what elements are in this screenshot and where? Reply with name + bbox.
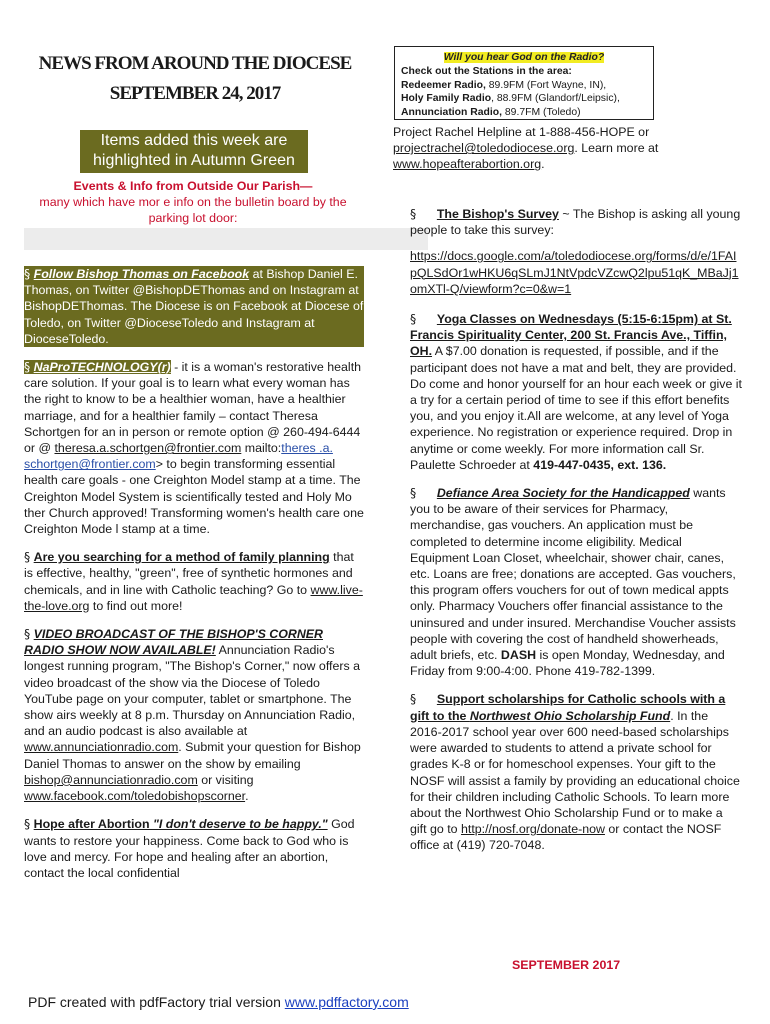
yoga-title: Yoga Classes on Wednesdays (5:15-6:15pm) at St. Francis Spirituality Center, 200 St. Francis Ave., Tiffin, OH. bbox=[410, 312, 732, 359]
hope-after-abortion-item: § Hope after Abortion "I don't deserve to be happy." God wants to restore your happiness. Come back to God who is love and mercy. For hope and healing after an abortion, contact the local confidential bbox=[24, 816, 355, 880]
video-broadcast-title: VIDEO BROADCAST OF THE BISHOP'S CORNER RADIO SHOW NOW AVAILABLE! bbox=[24, 627, 323, 658]
hope-after-abortion-link[interactable]: www.hopeafterabortion.org bbox=[393, 157, 542, 172]
hope-after-abortion-title-a: Hope after Abortion bbox=[33, 817, 153, 832]
facebook-title: Follow Bishop Thomas on Facebook bbox=[33, 267, 250, 281]
defiance-item: § Defiance Area Society for the Handicapped wants you to be aware of their services for Pharmacy, merchandise, gas vouchers. An application must be completed to determine income eligibility. Medical Equipment Loan Closet, wheelchair, shower chair, canes, etc. Loans are free; donations are accepted. Gas vouchers, this program offers vouchers for out of town medical appts only. Pharmacy Vouchers offer financial assistance to the uninsured and under insured. Merchandise Voucher assists people with covering the cost of handheld showerheads, adult briefs, etc. DASH is open Monday, Wednesday, and Friday from 9:00-4:00. Phone 419-782-1399. bbox=[410, 485, 736, 679]
family-planning-title: Are you searching for a method of family planning bbox=[33, 550, 330, 565]
napro-title: NaProTECHNOLOGY(r) bbox=[33, 360, 171, 375]
live-the-love-link[interactable]: www.live-the-love.org bbox=[24, 582, 363, 613]
annunciation-radio-link[interactable]: www.annunciationradio.com bbox=[24, 740, 179, 755]
survey-link[interactable]: https://docs.google.com/a/toledodiocese.org/forms/d/e/1FAIpQLSdOr1wHKU6qSLmJ1NtVpdcVZcwQ2lpu51qK_MBaJj1omXTl-Q/viewform?c=0&w=1 bbox=[410, 249, 739, 296]
page-title: NEWS FROM AROUND THE DIOCESE SEPTEMBER 24, 2017 bbox=[38, 53, 352, 104]
bishop-email-link[interactable]: bishop@annunciationradio.com bbox=[24, 772, 198, 787]
video-broadcast-item: § VIDEO BROADCAST OF THE BISHOP'S CORNER RADIO SHOW NOW AVAILABLE! Annunciation Radio's longest running program, "The Bishop's Corner," now offers a video broadcast of the show via the Diocese of Toledo YouTube page on your computer, tablet or smartphone. The show airs weekly at 8 p.m. Thursday on Annunciation Radio, and an audio podcast is also available at www.annunciationradio.com. Submit your question for Bishop Daniel Thomas to answer on the show by emailing bishop@annunciationradio.com or visiting www.facebook.com/toledobishopscorner. bbox=[24, 626, 361, 804]
scholarship-title-b: Northwest Ohio Scholarship Fund bbox=[469, 708, 671, 723]
napro-email-link[interactable]: theresa.a.schortgen@frontier.com bbox=[54, 441, 242, 456]
bishops-survey-item: § The Bishop's Survey ~ The Bishop is asking all young people to take this survey: https://docs.google.com/a/toledodiocese.org/forms/d/e/1FAIpQLSdOr1wHKU6qSLmJ1NtVpdcVZcwQ2lpu51qK_MBaJj1omXTl-Q/viewform?c=0&w=1 bbox=[410, 206, 741, 296]
scholarship-title-a: Support scholarships for Catholic schools with a gift to the bbox=[410, 692, 726, 723]
bishops-survey-title: The Bishop's Survey bbox=[436, 207, 559, 221]
events-heading: Events & Info from Outside Our Parish— many which have mor e info on the bulletin board by the parking lot door: bbox=[39, 179, 347, 225]
family-planning-item: § Are you searching for a method of family planning that is effective, healthy, "green", free of synthetic hormones and chemicals, and in line with Catholic teaching? Go to www.live-the-love.org to find out more! bbox=[24, 549, 363, 613]
radio-stations-box: Will you hear God on the Radio? Check out the Stations in the area: Redeemer Radio, 89.9FM (Fort Wayne, IN), Holy Family Radio, 88.9FM (Glandorf/Leipsic), Annunciation Radio, 89.7FM (Toledo) bbox=[394, 46, 654, 120]
napro-item: § NaProTECHNOLOGY(r) - it is a woman's restorative health care solution. If your goal is to learn what every woman has the right to know to be a healthier woman, have a healthier marriage, and for a healthier family – contact Theresa Schortgen for an in person or remote option @ 260-494-6444 or @ theresa.a.schortgen@frontier.com mailto:theres .a. schortgen@frontier.com> to begin transforming essential health care goals - one Creighton Model stamp at a time. The Creighton Model System is scientifically tested and Holy Mo ther Church approved! Transforming women's health care one Creighton Mode l stamp at a time. bbox=[24, 359, 364, 537]
facebook-item: § Follow Bishop Thomas on Facebook at Bishop Daniel E. Thomas, on Twitter @BishopDEThomas and on Instagram at BishopDEThomas. The Diocese is on Facebook at Diocese of Toledo, on Twitter @DioceseToledo and Instagram at DioceseToledo. bbox=[24, 266, 364, 346]
highlight-note: Items added this week are highlighted in Autumn Green bbox=[80, 130, 308, 173]
pdffactory-link[interactable]: www.pdffactory.com bbox=[284, 994, 409, 1010]
defiance-title: Defiance Area Society for the Handicapped bbox=[436, 486, 690, 501]
gray-divider bbox=[24, 228, 428, 250]
pdf-footer: PDF created with pdfFactory trial version www.pdffactory.com bbox=[28, 994, 409, 1010]
yoga-item: § Yoga Classes on Wednesdays (5:15-6:15pm) at St. Francis Spirituality Center, 200 St. Francis Ave., Tiffin, OH. A $7.00 donation is requested, if possible, and if the participant does not have a mat and belt, they are provided. Do come and honor yourself for an hour each week or give it a try for a certain period of time to see if this effort benefits you, and you enjoy it.All are welcome, at any level of Yoga experience. No registration or experience required. Drop in anytime or come weekly. For more information call Sr. Paulette Schroeder at 419-447-0435, ext. 136. bbox=[410, 311, 742, 472]
left-column bbox=[24, 266, 364, 881]
napro-mailto-link[interactable]: theres .a. schortgen@frontier.com bbox=[24, 441, 333, 472]
project-rachel-email-link[interactable]: projectrachel@toledodiocese.org bbox=[393, 141, 575, 156]
hope-after-abortion-title-b: "I don't deserve to be happy." bbox=[152, 817, 328, 832]
project-rachel-text: Project Rachel Helpline at 1-888-456-HOPE or projectrachel@toledodiocese.org. Learn more at www.hopeafterabortion.org. bbox=[393, 125, 659, 172]
nosf-donate-link[interactable]: http://nosf.org/donate-now bbox=[460, 822, 605, 837]
scholarship-item: § Support scholarships for Catholic schools with a gift to the Northwest Ohio Scholarship Fund. In the 2016-2017 school year over 600 need-based scholarships were awarded to students to attend a private school for grades K-8 or for homeschool expenses. Your gift to the NOSF will assist a family by providing an educational choice for their children including Catholic Schools. To learn more about the Northwest Ohio Scholarship Fund or to make a gift go to http://nosf.org/donate-now or contact the NOSF office at (419) 720-7048. bbox=[410, 691, 740, 853]
month-label: SEPTEMBER 2017 bbox=[512, 958, 621, 972]
right-column bbox=[410, 206, 742, 854]
bishops-corner-facebook-link[interactable]: www.facebook.com/toledobishopscorner bbox=[24, 789, 246, 804]
